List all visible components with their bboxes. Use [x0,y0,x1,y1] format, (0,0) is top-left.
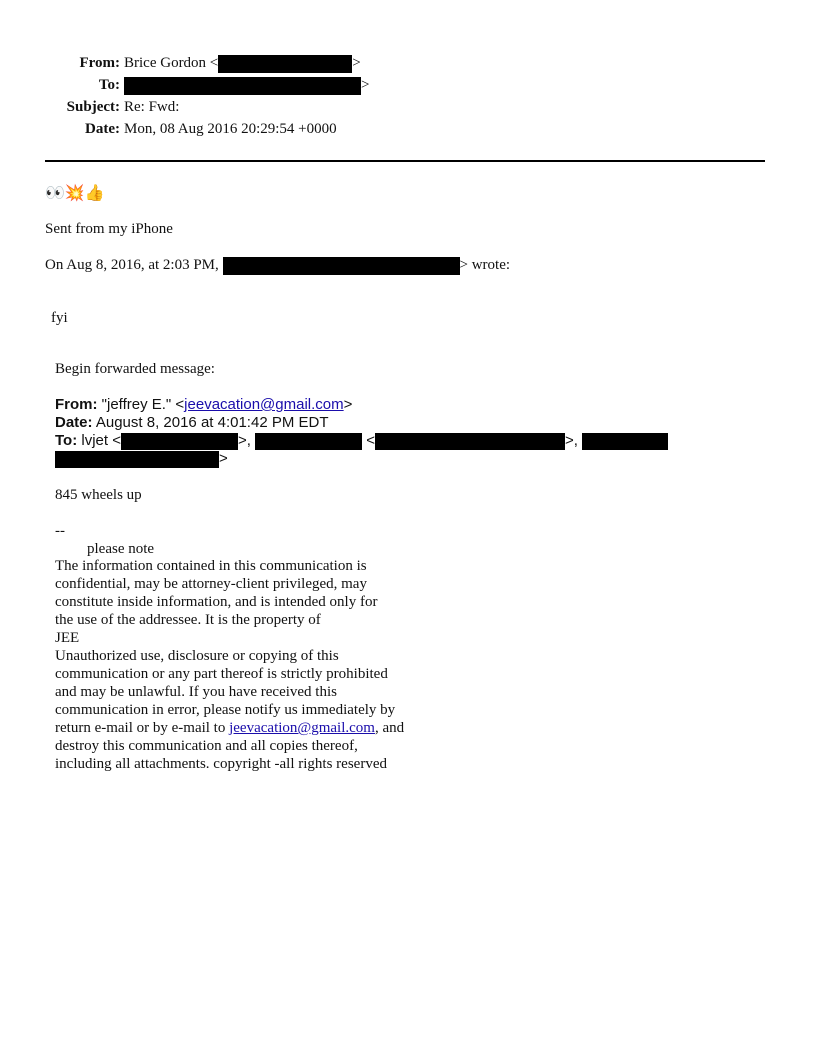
disclaimer-line: and may be unlawful. If you have received this [55,684,337,700]
disclaimer-email-link[interactable]: jeevacation@gmail.com [229,720,375,736]
redaction-box [55,451,219,468]
date-label: Date: [85,121,120,137]
fwd-from-row [55,396,352,414]
disclaimer [55,557,404,773]
to-close: > [361,77,370,93]
disclaimer-line: the use of the addressee. It is the property of [55,612,321,628]
fwd-date-label: Date: [55,414,93,431]
fwd-from-label: From: [55,396,98,413]
disclaimer-line: constitute inside information, and is intended only for [55,594,378,610]
disclaimer-line [55,719,404,737]
redaction-box [582,433,668,450]
fwd-date-value: August 8, 2016 at 4:01:42 PM EDT [95,414,329,431]
fwd-to-label: To: [55,432,78,449]
from-label: From: [79,55,120,71]
header-from-row [0,53,816,73]
header-subject-row [0,97,816,117]
please-note: please note [87,541,155,557]
wrote-prefix: On Aug 8, 2016, at 2:03 PM, [45,257,219,273]
sig-dash: -- [55,523,65,539]
redaction-box [124,77,361,95]
from-name: Brice Gordon < [124,55,219,71]
fwd-from-email-link[interactable]: jeevacation@gmail.com [184,396,344,413]
header-divider [45,160,765,162]
begin-forwarded: Begin forwarded message: [55,361,215,377]
fwd-to-sep2: < [366,432,376,449]
return-line-suffix: , and [374,720,405,736]
fwd-to-row-cont [55,450,228,468]
disclaimer-line: destroy this communication and all copies thereof, [55,738,358,754]
disclaimer-line: Unauthorized use, disclosure or copying of this [55,648,339,664]
from-value [124,53,361,73]
fwd-to-row [55,432,668,450]
redaction-box [223,257,460,275]
date-value: Mon, 08 Aug 2016 20:29:54 +0000 [124,121,337,137]
fwd-to-close: > [219,450,228,467]
disclaimer-line: communication or any part thereof is strictly prohibited [55,666,388,682]
disclaimer-line: confidential, may be attorney-client privileged, may [55,576,367,592]
emoji-reply [45,182,105,204]
eyes-icon: 👀 [45,183,65,202]
redaction-box [218,55,352,73]
fwd-to-sep3: >, [565,432,578,449]
subject-value: Re: Fwd: [124,99,180,115]
fwd-message: 845 wheels up [55,487,142,503]
fyi-text: fyi [51,310,68,326]
disclaimer-line: JEE [55,630,80,646]
sent-from: Sent from my iPhone [45,221,173,237]
from-close: > [352,55,361,71]
collision-icon: 💥 [64,183,85,202]
redaction-box [255,433,362,450]
disclaimer-line: communication in error, please notify us immediately by [55,702,396,718]
to-label: To: [98,77,120,93]
fwd-from-name: "jeffrey E." < [101,396,185,413]
return-line-prefix: return e-mail or by e-mail to [55,720,226,736]
fwd-from-close: > [343,396,353,413]
disclaimer-line: including all attachments. copyright -all rights reserved [55,756,387,772]
header-date-row [0,119,816,139]
wrote-suffix: > wrote: [459,257,511,273]
thumbs-up-icon: 👍 [84,183,105,202]
fwd-to-name: lvjet < [81,432,121,449]
disclaimer-line: The information contained in this communication is [55,558,367,574]
to-value [124,75,369,95]
redaction-box [375,433,565,450]
wrote-line [45,256,510,275]
subject-label: Subject: [66,99,120,115]
fwd-date-row [55,414,329,432]
redaction-box [121,433,238,450]
header-to-row [0,75,816,95]
fwd-to-sep1: >, [238,432,251,449]
